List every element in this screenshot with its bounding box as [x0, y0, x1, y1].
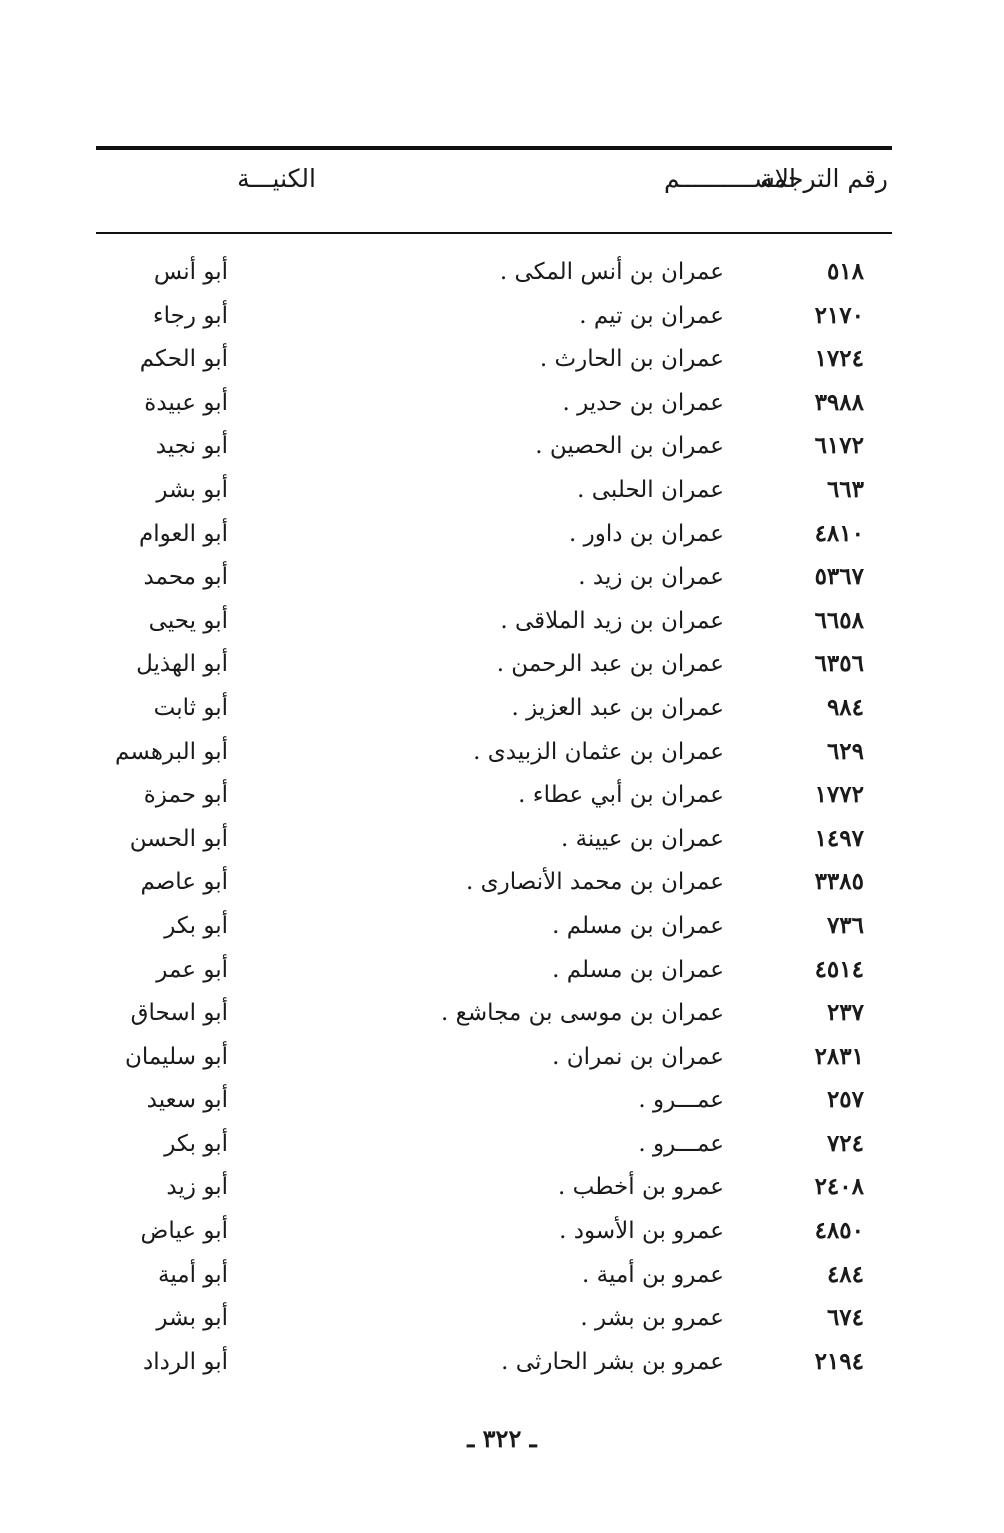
translation-number: ١٤٩٧ — [814, 824, 864, 852]
translation-number: ٢١٧٠ — [814, 301, 864, 329]
translation-number: ٦٣٥٦ — [814, 650, 864, 678]
kunya: أبو الحكم — [139, 346, 228, 373]
translation-number: ٤٨٤ — [826, 1260, 864, 1288]
table-header — [96, 164, 892, 204]
translation-number: ٣٣٨٥ — [814, 868, 864, 896]
table-row — [0, 1211, 1004, 1255]
person-name: عمران بن زيد . — [578, 564, 724, 591]
kunya: أبو الرداد — [143, 1348, 228, 1375]
table-row — [0, 514, 1004, 558]
person-name: عمران بن تيم . — [579, 302, 724, 329]
translation-number: ٤٨٥٠ — [814, 1217, 864, 1245]
translation-number: ٩٨٤ — [826, 693, 864, 721]
table-row — [0, 993, 1004, 1037]
table-row — [0, 950, 1004, 994]
translation-number: ٢٤٠٨ — [814, 1173, 864, 1201]
translation-number: ٢١٩٤ — [814, 1347, 864, 1375]
person-name: عمران بن الحصين . — [535, 433, 724, 460]
kunya: أبو عمر — [156, 956, 228, 983]
translation-number: ١٧٢٤ — [814, 345, 864, 373]
person-name: عمـــرو . — [638, 1087, 724, 1114]
header-name: الاســــــــــم — [663, 164, 796, 193]
table-row — [0, 1342, 1004, 1386]
person-name: عمرو بن الأسود . — [559, 1218, 724, 1245]
table-row — [0, 296, 1004, 340]
person-name: عمران بن أبي عطاء . — [518, 782, 724, 809]
table-row — [0, 644, 1004, 688]
person-name: عمرو بن بشر الحارثى . — [501, 1348, 724, 1375]
table-body — [0, 252, 1004, 1385]
translation-number: ٢٣٧ — [826, 999, 864, 1027]
person-name: عمران بن عثمان الزبيدى . — [473, 738, 724, 765]
kunya: أبو أمية — [158, 1261, 228, 1288]
person-name: عمران بن داور . — [569, 520, 724, 547]
table-row — [0, 252, 1004, 296]
table-row — [0, 688, 1004, 732]
kunya: أبو اسحاق — [130, 1000, 228, 1027]
kunya: أبو بكر — [164, 1130, 228, 1157]
person-name: عمرو بن بشر . — [580, 1305, 724, 1332]
kunya: أبو بكر — [164, 912, 228, 939]
person-name: عمران بن مسلم . — [552, 912, 724, 939]
translation-number: ٢٥٧ — [826, 1086, 864, 1114]
translation-number: ٦٦٥٨ — [814, 606, 864, 634]
table-row — [0, 339, 1004, 383]
person-name: عمران بن الحارث . — [539, 346, 724, 373]
person-name: عمران بن محمد الأنصارى . — [466, 869, 724, 896]
translation-number: ٢٨٣١ — [814, 1042, 864, 1070]
translation-number: ٧٣٦ — [826, 911, 864, 939]
kunya: أبو بشر — [156, 476, 228, 503]
kunya: أبو ثابت — [153, 694, 228, 721]
person-name: عمران بن عبد العزيز . — [511, 694, 724, 721]
person-name: عمران بن نمران . — [552, 1043, 724, 1070]
table-row — [0, 906, 1004, 950]
translation-number: ٥١٨ — [826, 258, 864, 285]
translation-number: ٤٥١٤ — [814, 955, 864, 983]
table-row — [0, 775, 1004, 819]
kunya: أبو الهذيل — [136, 651, 228, 678]
table-row — [0, 601, 1004, 645]
table-row — [0, 426, 1004, 470]
person-name: عمران بن عيينة . — [560, 825, 724, 852]
person-name: عمرو بن أمية . — [582, 1261, 724, 1288]
translation-number: ٦٧٤ — [826, 1304, 864, 1332]
page-number: ـ ٣٢٢ ـ — [467, 1424, 537, 1453]
kunya: أبو محمد — [143, 564, 228, 591]
translation-number: ٦٦٣ — [826, 475, 864, 503]
kunya: أبو الحسن — [129, 825, 228, 852]
translation-number: ٦١٧٢ — [814, 432, 864, 460]
kunya: أبو بشر — [156, 1305, 228, 1332]
translation-number: ٣٩٨٨ — [814, 388, 864, 416]
kunya: أبو أنس — [153, 259, 228, 285]
kunya: أبو زيد — [166, 1174, 228, 1201]
table-row — [0, 383, 1004, 427]
header-rule — [96, 232, 892, 234]
table-row — [0, 732, 1004, 776]
person-name: عمران بن أنس المكى . — [499, 259, 724, 285]
person-name: عمرو بن أخطب . — [557, 1174, 724, 1201]
kunya: أبو عبيدة — [144, 389, 228, 416]
translation-number: ١٧٧٢ — [814, 781, 864, 809]
person-name: عمـــرو . — [638, 1130, 724, 1157]
table-row — [0, 1124, 1004, 1168]
person-name: عمران الحلبى . — [577, 476, 724, 503]
table-row — [0, 557, 1004, 601]
kunya: أبو عاصم — [140, 869, 228, 896]
header-kunya: الكنيـــة — [237, 164, 316, 193]
person-name: عمران بن مسلم . — [552, 956, 724, 983]
kunya: أبو البرهسم — [115, 738, 228, 765]
translation-number: ٦٢٩ — [826, 737, 864, 765]
kunya: أبو عياض — [140, 1218, 228, 1245]
table-row — [0, 1080, 1004, 1124]
person-name: عمران بن زيد الملاقى . — [500, 607, 724, 634]
table-row — [0, 1167, 1004, 1211]
table-row — [0, 862, 1004, 906]
translation-number: ٧٢٤ — [826, 1129, 864, 1157]
table-row — [0, 1298, 1004, 1342]
table-row — [0, 1255, 1004, 1299]
kunya: أبو العوام — [139, 520, 228, 547]
header-translation-number: رقم الترجمة — [760, 164, 888, 193]
person-name: عمران بن موسى بن مجاشع . — [440, 1000, 724, 1027]
translation-number: ٥٣٦٧ — [814, 563, 864, 591]
table-row — [0, 819, 1004, 863]
translation-number: ٤٨١٠ — [814, 519, 864, 547]
kunya: أبو يحيى — [148, 607, 228, 634]
kunya: أبو حمزة — [143, 782, 228, 809]
kunya: أبو سليمان — [124, 1043, 228, 1070]
person-name: عمران بن عبد الرحمن . — [496, 651, 724, 678]
table-row — [0, 470, 1004, 514]
person-name: عمران بن حدير . — [562, 389, 724, 416]
kunya: أبو نجيد — [155, 433, 228, 460]
kunya: أبو رجاء — [152, 302, 228, 329]
kunya: أبو سعيد — [146, 1087, 228, 1114]
top-rule — [96, 146, 892, 150]
table-row — [0, 1037, 1004, 1081]
